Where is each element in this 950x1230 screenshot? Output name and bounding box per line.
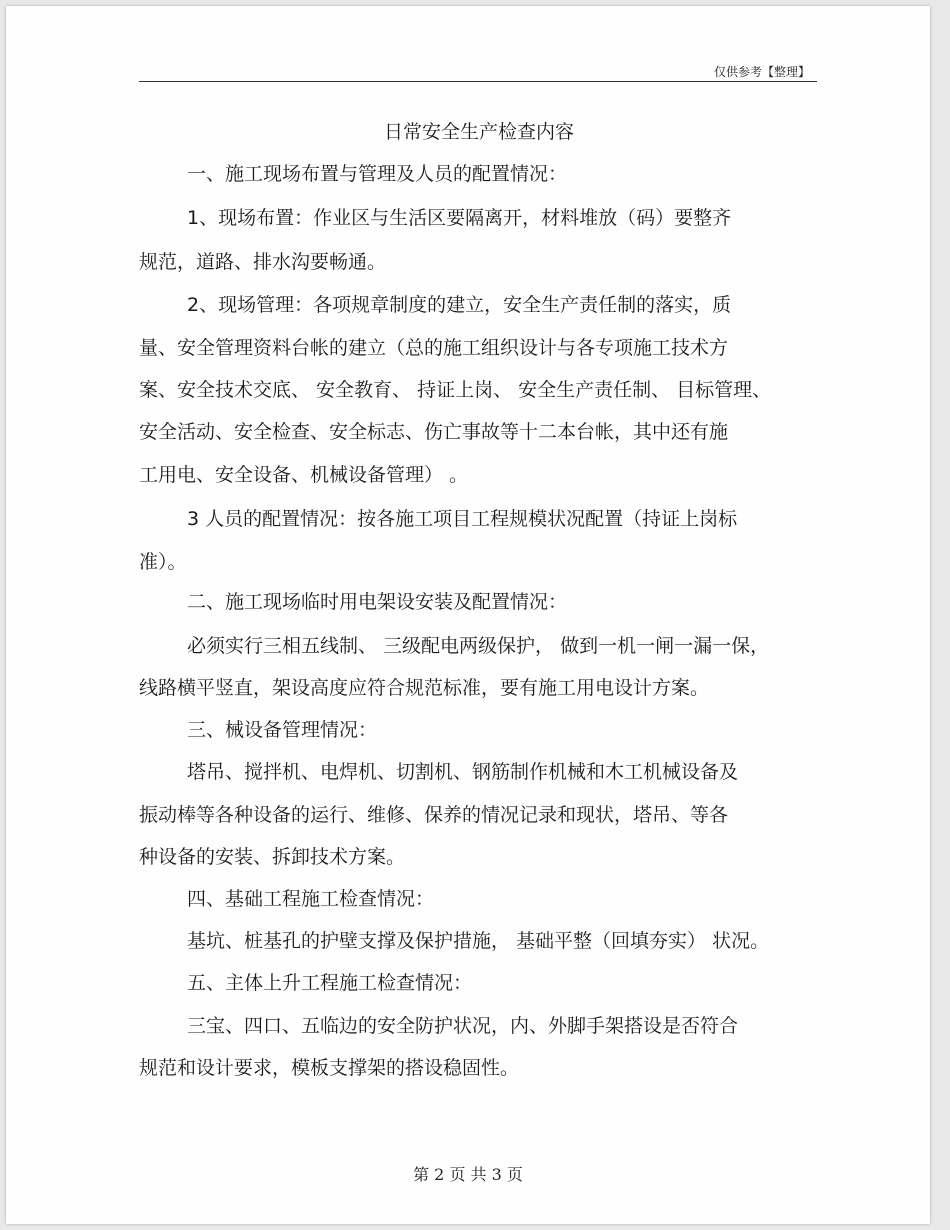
section-heading: 二、施工现场临时用电架设安装及配置情况： xyxy=(187,591,568,613)
page-number-footer: 第 2 页 共 3 页 xyxy=(413,1165,523,1184)
paragraph-line: 基坑、桩基孔的护壁支撑及保护措施， 基础平整（回填夯实） 状况。 xyxy=(187,930,770,952)
section-heading: 四、基础工程施工检查情况： xyxy=(187,888,435,910)
paragraph-line: 必须实行三相五线制、 三级配电两级保护， 做到一机一闸一漏一保， xyxy=(187,635,770,657)
paragraph-line: 种设备的安装、拆卸技术方案。 xyxy=(139,846,406,868)
paragraph-line: 3 人员的配置情况：按各施工项目工程规模状况配置（持证上岗标 xyxy=(187,508,738,530)
header-note: 仅供参考【整理】 xyxy=(713,65,810,79)
paragraph-line: 规范和设计要求，模板支撑架的搭设稳固性。 xyxy=(139,1057,520,1079)
paragraph-line: 准）。 xyxy=(139,551,187,573)
document-title: 日常安全生产检查内容 xyxy=(384,121,575,143)
paragraph-line: 规范，道路、排水沟要畅通。 xyxy=(139,251,387,273)
section-heading: 一、施工现场布置与管理及人员的配置情况： xyxy=(187,163,568,185)
paragraph-line: 振动棒等各种设备的运行、维修、保养的情况记录和现状，塔吊、等各 xyxy=(139,804,729,826)
paragraph-line: 塔吊、搅拌机、电焊机、切割机、钢筋制作机械和木工机械设备及 xyxy=(187,761,739,783)
paragraph-line: 2、现场管理：各项规章制度的建立，安全生产责任制的落实，质 xyxy=(187,294,732,316)
section-heading: 五、主体上升工程施工检查情况： xyxy=(187,972,473,994)
paragraph-line: 案、安全技术交底、 安全教育、 持证上岗、 安全生产责任制、 目标管理、 xyxy=(139,379,772,401)
paragraph-line: 量、安全管理资料台帐的建立（总的施工组织设计与各专项施工技术方 xyxy=(139,337,729,359)
section-heading: 三、械设备管理情况： xyxy=(187,719,378,741)
paragraph-line: 1、现场布置：作业区与生活区要隔离开，材料堆放（码）要整齐 xyxy=(187,207,732,229)
paragraph-line: 工用电、安全设备、机械设备管理） 。 xyxy=(139,464,469,486)
paragraph-line: 线路横平竖直，架设高度应符合规范标准，要有施工用电设计方案。 xyxy=(139,677,710,699)
header-divider xyxy=(139,81,817,82)
document-page xyxy=(6,6,930,1224)
paragraph-line: 安全活动、安全检查、安全标志、伤亡事故等十二本台帐，其中还有施 xyxy=(139,421,729,443)
paragraph-line: 三宝、四口、五临边的安全防护状况，内、外脚手架搭设是否符合 xyxy=(187,1015,739,1037)
